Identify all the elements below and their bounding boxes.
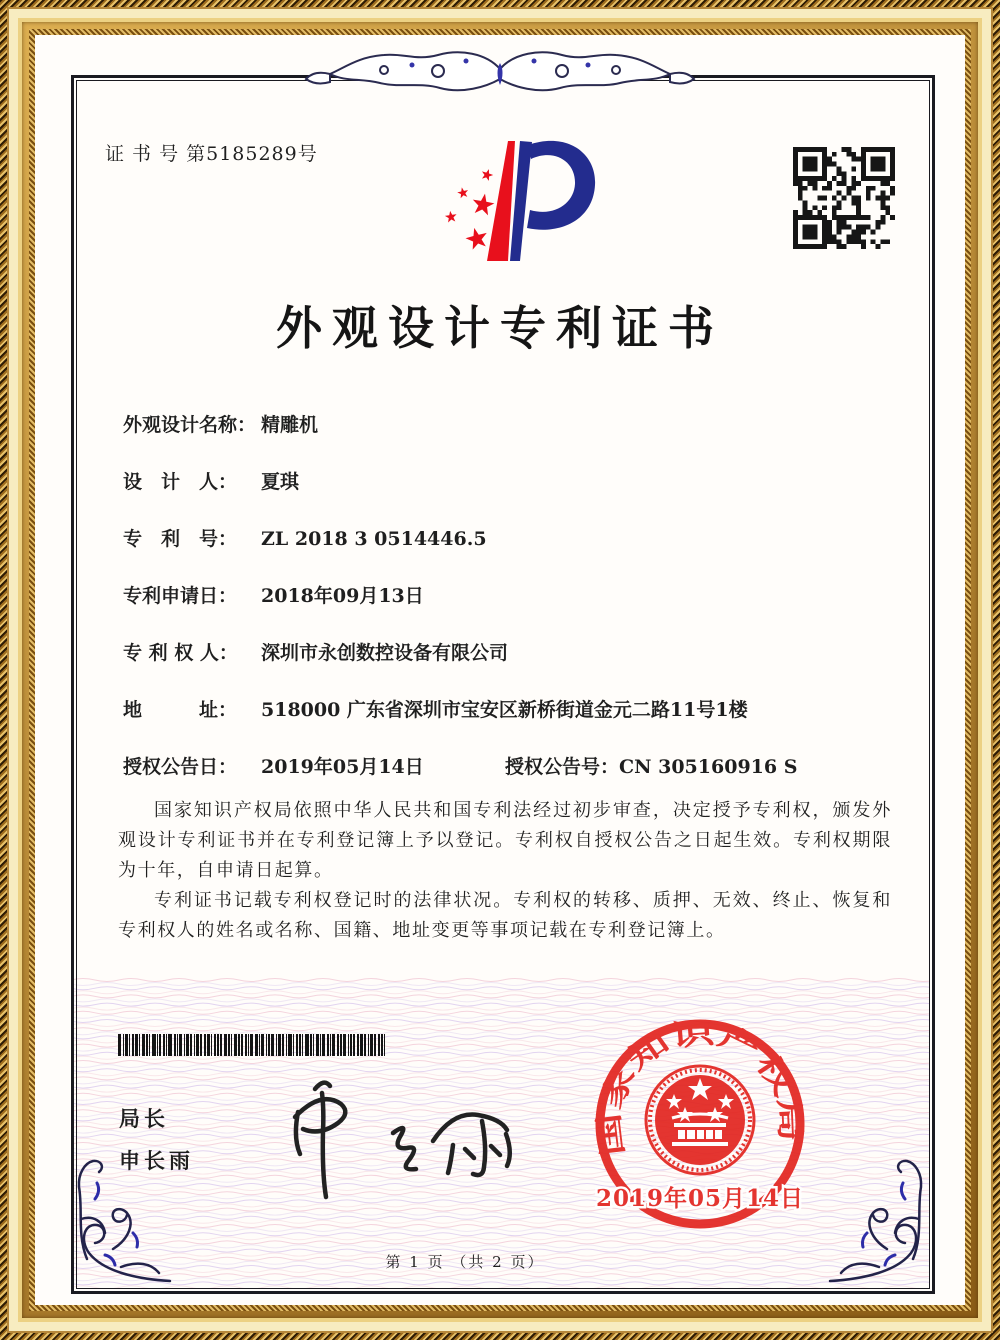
- field-designer: [123, 467, 299, 494]
- gold-frame-band: [22, 22, 978, 1318]
- seal-text: 国家知识产权局: [592, 1016, 808, 1158]
- director-signature-icon: [265, 1057, 535, 1207]
- field-label: 外观设计名称：: [123, 414, 257, 436]
- field-label: 地 址：: [123, 699, 238, 721]
- top-flourish-ornament: [300, 47, 700, 103]
- field-value: 夏琪: [261, 471, 300, 493]
- field-value: 深圳市永创数控设备有限公司: [261, 642, 509, 664]
- official-seal: [588, 1016, 812, 1240]
- field-value: 精雕机: [261, 414, 319, 436]
- field-label: 专 利 权 人：: [123, 642, 238, 664]
- field-label: 授权公告日：: [123, 756, 238, 778]
- cnipa-logo-icon: [407, 135, 619, 270]
- field-label: 专利申请日：: [123, 585, 238, 607]
- gold-frame-bead: [29, 29, 971, 1311]
- field-patentee: [123, 638, 508, 665]
- field-label: 授权公告号：: [505, 756, 620, 778]
- seal-date: 2019年05月14日: [595, 1185, 805, 1212]
- qr-code-icon: [793, 147, 895, 249]
- page-number: 第 1 页 （共 2 页）: [385, 1253, 545, 1271]
- legal-paragraph: 国家知识产权局依照中华人民共和国专利法经过初步审查，决定授予专利权，颁发外观设计专利证书并在专利登记簿上予以登记。专利权自授权公告之日起生效。专利权期限为十年，自申请日起算。: [118, 800, 892, 881]
- certificate-number: 证 书 号 第5185289号: [105, 143, 318, 165]
- director-title: 局长: [119, 1107, 169, 1131]
- field-grant-number: [505, 752, 797, 779]
- field-value: 2019年05月14日: [261, 756, 424, 778]
- field-value: 2018年09月13日: [261, 585, 424, 607]
- legal-text: [118, 796, 892, 946]
- barcode-icon: [118, 1034, 392, 1056]
- field-grant-date: [123, 752, 798, 779]
- field-value: CN 305160916 S: [619, 756, 798, 778]
- director-name: 申长雨: [119, 1149, 194, 1173]
- field-patent-number: [123, 524, 487, 551]
- certificate-paper: [35, 35, 965, 1305]
- national-emblem-icon: [646, 1066, 754, 1174]
- field-value: ZL 2018 3 0514446.5: [261, 528, 487, 550]
- field-value: 518000 广东省深圳市宝安区新桥街道金元二路11号1楼: [261, 699, 748, 721]
- certificate-title: 外观设计专利证书: [276, 301, 724, 355]
- field-design-name: [123, 410, 318, 437]
- field-label: 专 利 号：: [123, 528, 238, 550]
- field-label: 设 计 人：: [123, 471, 238, 493]
- legal-paragraph: 专利证书记载专利权登记时的法律状况。专利权的转移、质押、无效、终止、恢复和专利权人的姓名或名称、国籍、地址变更等事项记载在专利登记簿上。: [118, 890, 892, 941]
- field-address: [123, 695, 748, 722]
- field-filing-date: [123, 581, 424, 608]
